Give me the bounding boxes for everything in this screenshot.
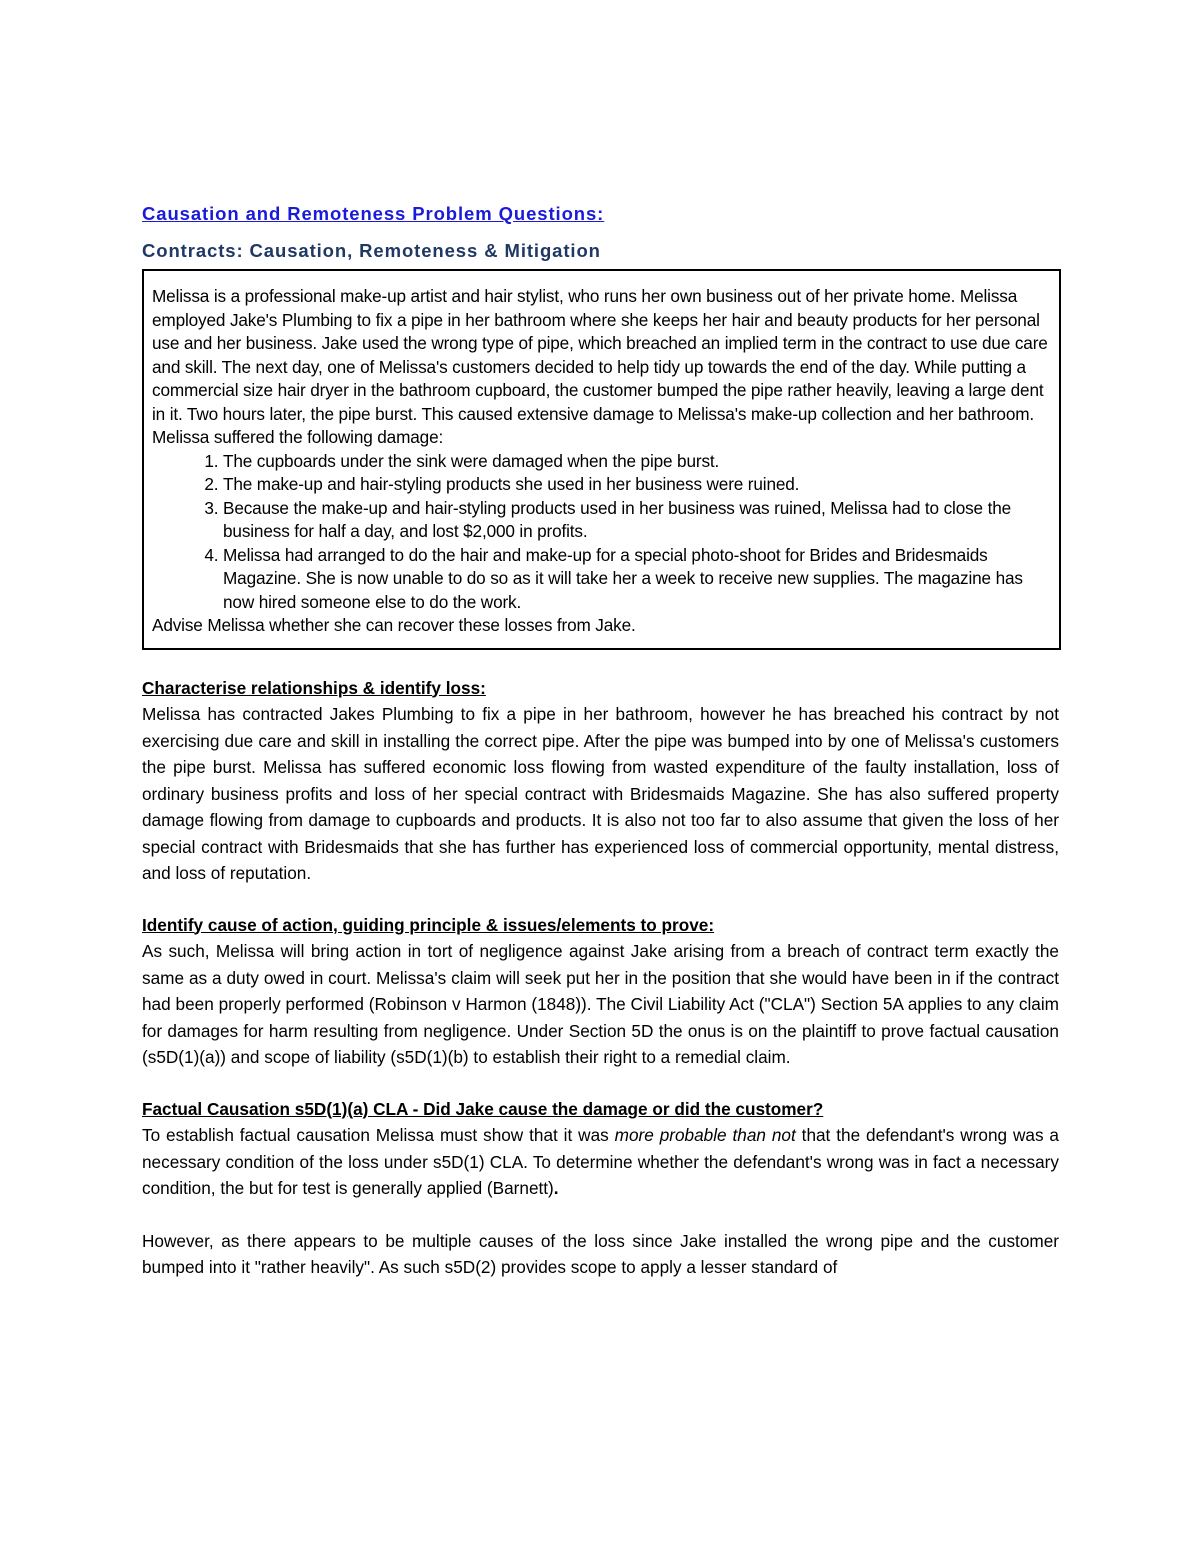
section-relationships [142,675,1059,887]
factual-causation-period: . [553,1178,559,1198]
section-heading-factual-causation: Factual Causation s5D(1)(a) CLA - Did Jake cause the damage or did the customer? [142,1098,824,1119]
factual-causation-emphasis: more probable than not [614,1125,796,1145]
section-body-relationships: Melissa has contracted Jakes Plumbing to fix a pipe in her bathroom, however he has breached his contract by not exercising due care and skill in installing the correct pipe. After the pipe was bumped into by one of Melissa's customers the pipe burst. Melissa has suffered economic loss flowing from wasted expenditure of the faulty installation, loss of ordinary business profits and loss of her special contract with Bridesmaids Magazine. She has also suffered property damage flowing from damage to cupboards and products. It is also not too far to also assume that given the loss of her special contract with Bridesmaids that she has further has experienced loss of commercial opportunity, mental distress, and loss of reputation. [142,704,1059,883]
damage-list [152,450,1051,615]
section-heading-cause-of-action: Identify cause of action, guiding principle & issues/elements to prove: [142,914,715,935]
problem-question-box [142,269,1061,650]
damage-item: 4. Melissa had arranged to do the hair and make-up for a special photo-shoot for Brides and Bridesmaids Magazine. She is now unable to do so as it will take her a week to receive new supplies. The magazine has now hired someone else to do the work. [223,544,1051,615]
damage-item: 2. The make-up and hair-styling products she used in her business were ruined. [223,473,1051,497]
problem-damage-lead: Melissa suffered the following damage: [152,427,444,447]
damage-item: 1. The cupboards under the sink were damaged when the pipe burst. [223,450,1051,474]
document-title-row [142,201,1060,238]
document-subtitle: Contracts: Causation, Remoteness & Mitigation [142,240,601,261]
damage-item: 3. Because the make-up and hair-styling products used in her business was ruined, Melissa had to close the business for half a day, and lost $2,000 in profits. [223,497,1051,544]
problem-intro: Melissa is a professional make-up artist and hair stylist, who runs her own business out of her private home. Melissa employed Jake's Plumbing to fix a pipe in her bathroom where she keeps her hair and beauty products for her personal use and her business. Jake used the wrong type of pipe, which breached an implied term in the contract to use due care and skill. The next day, one of Melissa's customers decided to help tidy up towards the end of the day. While putting a commercial size hair dryer in the bathroom cupboard, the customer bumped the pipe rather heavily, leaving a large dent in it. Two hours later, the pipe burst. This caused extensive damage to Melissa's make-up collection and her bathroom. [152,286,1048,424]
problem-question: Advise Melissa whether she can recover these losses from Jake. [152,615,636,635]
section-cause-of-action [142,912,1059,1071]
section-heading-relationships: Characterise relationships & identify loss: [142,677,486,698]
document-title-link[interactable]: Causation and Remoteness Problem Questions: [142,203,605,224]
section-body-cause-of-action: As such, Melissa will bring action in tort of negligence against Jake arising from a breach of contract term exactly the same as a duty owed in court. Melissa's claim will seek put her in the position that she would have been in if the contract had been properly performed (Robinson v Harmon (1848)). The Civil Liability Act ("CLA") Section 5A applies to any claim for damages for harm resulting from negligence. Under Section 5D the onus is on the plaintiff to prove factual causation (s5D(1)(a)) and scope of liability (s5D(1)(b) to establish their right to a remedial claim. [142,941,1059,1067]
section-body-factual-causation [142,1122,1059,1202]
factual-causation-text-start: To establish factual causation Melissa must show that it was [142,1125,615,1145]
section-factual-causation [142,1096,1059,1281]
section-body-factual-causation-2: However, as there appears to be multiple causes of the loss since Jake installed the wrong pipe and the customer bumped into it "rather heavily". As such s5D(2) provides scope to apply a lesser standard of [142,1230,1059,1277]
factual-causation-text-rest: that the defendant's wrong was a necessary condition of the loss under s5D(1) CLA. To determine whether the defendant's wrong was in fact a necessary condition, the but for test is generally applied (Barnett) [142,1125,1059,1198]
